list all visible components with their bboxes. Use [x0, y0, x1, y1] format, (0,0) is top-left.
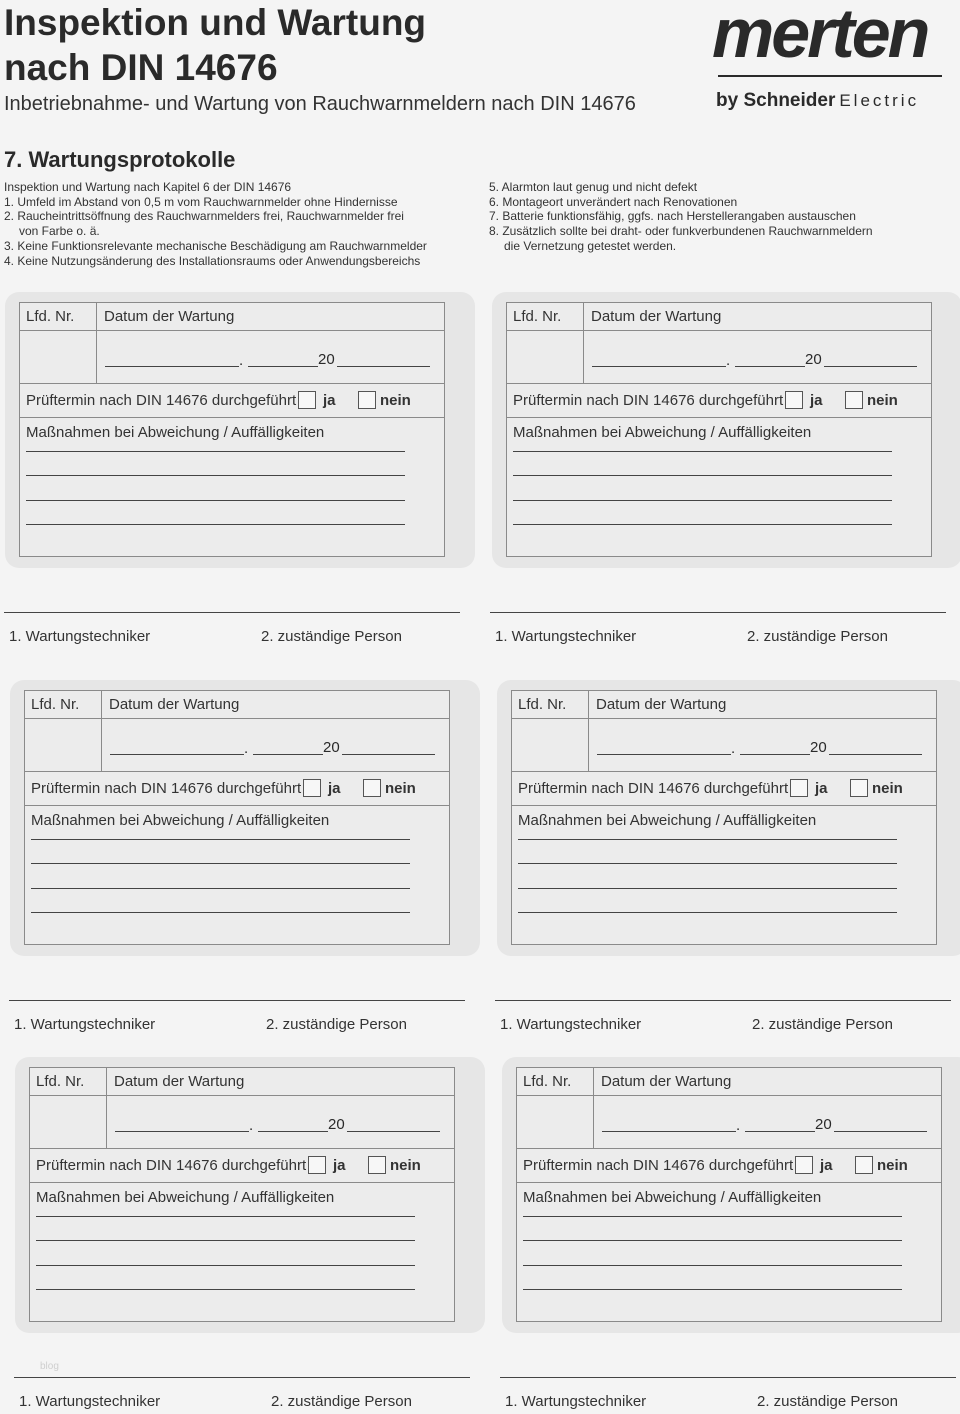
pruef-label: Prüftermin nach DIN 14676 durchgeführt — [513, 392, 784, 409]
massnahmen-label: Maßnahmen bei Abweichung / Auffälligkeiten — [26, 424, 325, 441]
lfd-nr-label: Lfd. Nr. — [26, 308, 75, 325]
date-year-field[interactable] — [347, 1131, 440, 1132]
date-year-prefix: 20 — [810, 739, 827, 756]
brand-electric: Electric — [839, 91, 920, 110]
checklist-item: 6. Montageort unverändert nach Renovationen — [489, 194, 738, 209]
notes-line[interactable] — [523, 1240, 902, 1241]
date-year-field[interactable] — [342, 754, 435, 755]
maintenance-card — [492, 292, 960, 568]
maintenance-form — [19, 302, 445, 557]
date-day-field[interactable] — [115, 1131, 249, 1132]
checklist-left — [4, 180, 464, 268]
ja-checkbox[interactable] — [303, 779, 321, 797]
lfd-nr-label: Lfd. Nr. — [523, 1073, 572, 1090]
date-month-field[interactable] — [735, 366, 805, 367]
maintenance-form — [29, 1067, 455, 1322]
nein-checkbox[interactable] — [845, 391, 863, 409]
column-divider — [96, 303, 97, 383]
pruef-label: Prüftermin nach DIN 14676 durchgeführt — [518, 780, 789, 797]
date-month-field[interactable] — [740, 754, 810, 755]
pruef-label: Prüftermin nach DIN 14676 durchgeführt — [523, 1157, 794, 1174]
date-dot: . — [731, 740, 736, 757]
ja-checkbox[interactable] — [308, 1156, 326, 1174]
datum-label: Datum der Wartung — [109, 696, 240, 713]
notes-line[interactable] — [26, 475, 405, 476]
notes-line[interactable] — [518, 888, 897, 889]
checklist-item: 8. Zusätzlich sollte bei draht- oder funkverbundenen Rauchwarnmeldern — [489, 224, 873, 239]
nein-checkbox[interactable] — [368, 1156, 386, 1174]
form-check-row — [507, 383, 931, 418]
notes-line[interactable] — [518, 863, 897, 864]
datum-label: Datum der Wartung — [114, 1073, 245, 1090]
signature-line[interactable] — [14, 1377, 470, 1378]
merten-logo: merten — [712, 0, 928, 72]
schneider-logo — [716, 90, 919, 112]
brand-schneider: Schneider — [743, 90, 836, 111]
ja-checkbox[interactable] — [795, 1156, 813, 1174]
notes-line[interactable] — [31, 863, 410, 864]
ja-label: ja — [323, 392, 336, 409]
massnahmen-label: Maßnahmen bei Abweichung / Auffälligkeiten — [513, 424, 812, 441]
notes-line[interactable] — [36, 1265, 415, 1266]
date-year-field[interactable] — [829, 754, 922, 755]
maintenance-form — [24, 690, 450, 945]
date-dot: . — [726, 352, 731, 369]
form-check-row — [512, 771, 936, 806]
checklist-item: 5. Alarmton laut genug und nicht defekt — [489, 180, 698, 194]
datum-label: Datum der Wartung — [104, 308, 235, 325]
person-label: 2. zuständige Person — [266, 1016, 407, 1033]
page-subtitle: Inbetriebnahme- und Wartung von Rauchwarnmeldern nach DIN 14676 — [4, 93, 636, 115]
signature-line[interactable] — [495, 1000, 951, 1001]
checklist-item: 7. Batterie funktionsfähig, ggfs. nach Herstellerangaben austauschen — [489, 209, 856, 224]
maintenance-form — [516, 1067, 942, 1322]
lfd-nr-label: Lfd. Nr. — [36, 1073, 85, 1090]
notes-line[interactable] — [26, 500, 405, 501]
form-date-row — [507, 330, 931, 384]
notes-line[interactable] — [513, 451, 892, 452]
notes-line[interactable] — [31, 888, 410, 889]
nein-label: nein — [385, 780, 416, 797]
notes-line[interactable] — [36, 1289, 415, 1290]
date-year-prefix: 20 — [805, 351, 822, 368]
techniker-label: 1. Wartungstechniker — [500, 1016, 642, 1033]
form-check-row — [20, 383, 444, 418]
date-month-field[interactable] — [745, 1131, 815, 1132]
brand-by: by — [716, 90, 739, 111]
pruef-label: Prüftermin nach DIN 14676 durchgeführt — [26, 392, 297, 409]
person-label: 2. zuständige Person — [757, 1393, 898, 1410]
lfd-nr-label: Lfd. Nr. — [513, 308, 562, 325]
date-year-prefix: 20 — [318, 351, 335, 368]
notes-line[interactable] — [513, 500, 892, 501]
form-check-row — [25, 771, 449, 806]
datum-label: Datum der Wartung — [596, 696, 727, 713]
nein-label: nein — [390, 1157, 421, 1174]
signature-line[interactable] — [490, 612, 946, 613]
checklist-item: die Vernetzung getestet werden. — [504, 238, 677, 253]
ja-checkbox[interactable] — [298, 391, 316, 409]
date-year-prefix: 20 — [328, 1116, 345, 1133]
ja-label: ja — [815, 780, 828, 797]
nein-label: nein — [380, 392, 411, 409]
nein-checkbox[interactable] — [363, 779, 381, 797]
notes-line[interactable] — [31, 839, 410, 840]
title-line-2: nach DIN 14676 — [4, 47, 278, 88]
maintenance-card — [5, 292, 475, 568]
massnahmen-label: Maßnahmen bei Abweichung / Auffälligkeiten — [31, 812, 330, 829]
nein-label: nein — [872, 780, 903, 797]
date-day-field[interactable] — [602, 1131, 736, 1132]
date-month-field[interactable] — [258, 1131, 328, 1132]
notes-line[interactable] — [31, 912, 410, 913]
massnahmen-label: Maßnahmen bei Abweichung / Auffälligkeiten — [523, 1189, 822, 1206]
checklist-item: 1. Umfeld im Abstand von 0,5 m vom Rauchwarnmelder ohne Hindernisse — [4, 194, 398, 209]
signature-line[interactable] — [9, 1000, 465, 1001]
nein-label: nein — [867, 392, 898, 409]
notes-line[interactable] — [36, 1240, 415, 1241]
lfd-nr-label: Lfd. Nr. — [31, 696, 80, 713]
signature-line[interactable] — [500, 1377, 956, 1378]
notes-line[interactable] — [513, 475, 892, 476]
lfd-nr-label: Lfd. Nr. — [518, 696, 567, 713]
form-date-row — [512, 718, 936, 772]
datum-label: Datum der Wartung — [591, 308, 722, 325]
form-check-row — [517, 1148, 941, 1183]
maintenance-card — [502, 1057, 960, 1333]
person-label: 2. zuständige Person — [271, 1393, 412, 1410]
techniker-label: 1. Wartungstechniker — [495, 628, 637, 645]
checklist-right — [489, 180, 949, 254]
datum-label: Datum der Wartung — [601, 1073, 732, 1090]
column-divider — [588, 691, 589, 771]
notes-line[interactable] — [523, 1216, 902, 1217]
notes-line[interactable] — [523, 1289, 902, 1290]
form-date-row — [30, 1095, 454, 1149]
date-year-prefix: 20 — [815, 1116, 832, 1133]
date-dot: . — [239, 352, 244, 369]
notes-line[interactable] — [513, 524, 892, 525]
column-divider — [106, 1068, 107, 1148]
techniker-label: 1. Wartungstechniker — [19, 1393, 161, 1410]
date-year-field[interactable] — [834, 1131, 927, 1132]
form-date-row — [20, 330, 444, 384]
column-divider — [101, 691, 102, 771]
date-month-field[interactable] — [253, 754, 323, 755]
section-title: 7. Wartungsprotokolle — [4, 147, 236, 172]
techniker-label: 1. Wartungstechniker — [14, 1016, 156, 1033]
date-dot: . — [249, 1117, 254, 1134]
ja-label: ja — [333, 1157, 346, 1174]
notes-line[interactable] — [518, 912, 897, 913]
ja-checkbox[interactable] — [785, 391, 803, 409]
signature-line[interactable] — [4, 612, 460, 613]
person-label: 2. zuständige Person — [261, 628, 402, 645]
nein-checkbox[interactable] — [855, 1156, 873, 1174]
page-title — [4, 0, 426, 90]
notes-line[interactable] — [518, 839, 897, 840]
date-dot: . — [736, 1117, 741, 1134]
nein-checkbox[interactable] — [358, 391, 376, 409]
nein-checkbox[interactable] — [850, 779, 868, 797]
date-day-field[interactable] — [110, 754, 244, 755]
maintenance-card — [497, 680, 960, 956]
pruef-label: Prüftermin nach DIN 14676 durchgeführt — [36, 1157, 307, 1174]
checklist-item: 3. Keine Funktionsrelevante mechanische Beschädigung am Rauchwarnmelder — [4, 238, 427, 253]
date-year-prefix: 20 — [323, 739, 340, 756]
date-year-field[interactable] — [337, 366, 430, 367]
ja-label: ja — [810, 392, 823, 409]
title-line-1: Inspektion und Wartung — [4, 2, 427, 43]
logo-divider — [718, 75, 942, 77]
checklist-item: von Farbe o. ä. — [19, 224, 100, 239]
date-dot: . — [244, 740, 249, 757]
form-date-row — [517, 1095, 941, 1149]
form-date-row — [25, 718, 449, 772]
pruef-label: Prüftermin nach DIN 14676 durchgeführt — [31, 780, 302, 797]
intro-text: Inspektion und Wartung nach Kapitel 6 der DIN 14676 — [4, 180, 292, 194]
maintenance-card — [10, 680, 480, 956]
ja-checkbox[interactable] — [790, 779, 808, 797]
date-month-field[interactable] — [248, 366, 318, 367]
techniker-label: 1. Wartungstechniker — [505, 1393, 647, 1410]
date-day-field[interactable] — [592, 366, 726, 367]
massnahmen-label: Maßnahmen bei Abweichung / Auffälligkeiten — [518, 812, 817, 829]
person-label: 2. zuständige Person — [752, 1016, 893, 1033]
maintenance-form — [511, 690, 937, 945]
maintenance-card — [15, 1057, 485, 1333]
notes-line[interactable] — [26, 524, 405, 525]
ja-label: ja — [328, 780, 341, 797]
date-day-field[interactable] — [597, 754, 731, 755]
massnahmen-label: Maßnahmen bei Abweichung / Auffälligkeiten — [36, 1189, 335, 1206]
notes-line[interactable] — [36, 1216, 415, 1217]
form-check-row — [30, 1148, 454, 1183]
date-day-field[interactable] — [105, 366, 239, 367]
date-year-field[interactable] — [824, 366, 917, 367]
nein-label: nein — [877, 1157, 908, 1174]
column-divider — [583, 303, 584, 383]
ja-label: ja — [820, 1157, 833, 1174]
techniker-label: 1. Wartungstechniker — [9, 628, 151, 645]
notes-line[interactable] — [26, 451, 405, 452]
maintenance-form — [506, 302, 932, 557]
watermark: blog — [40, 1361, 59, 1372]
checklist-item: 4. Keine Nutzungsänderung des Installationsraums oder Anwendungsbereichs — [4, 253, 421, 268]
person-label: 2. zuständige Person — [747, 628, 888, 645]
column-divider — [593, 1068, 594, 1148]
notes-line[interactable] — [523, 1265, 902, 1266]
checklist-item: 2. Raucheintrittsöffnung des Rauchwarnmelders frei, Rauchwarnmelder frei — [4, 209, 404, 224]
